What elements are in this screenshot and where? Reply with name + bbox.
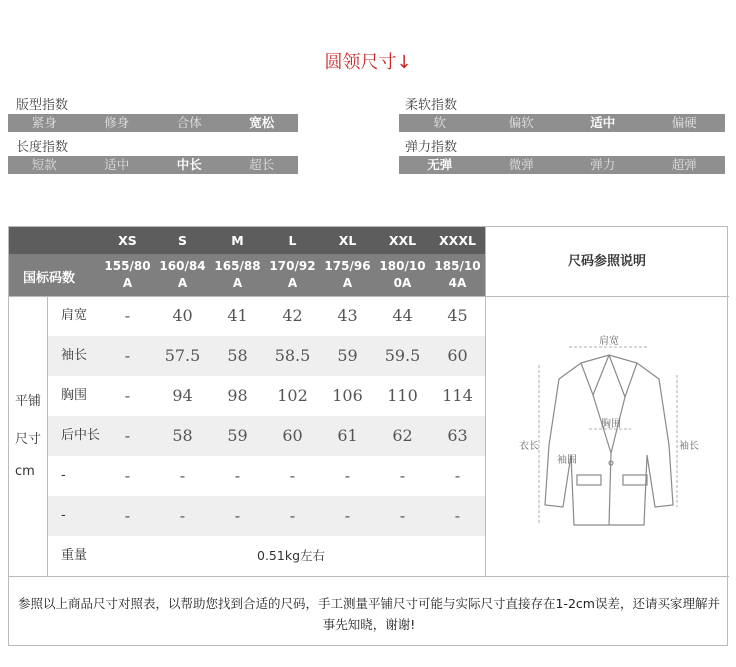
table-cell: - [344, 506, 351, 525]
size-header-l: L [288, 233, 297, 248]
table-cell: 58 [172, 426, 193, 445]
table-cell: 44 [392, 306, 413, 325]
table-row [47, 296, 485, 336]
table-cell: 59 [337, 346, 358, 365]
row-name: 胸围 [61, 388, 88, 403]
size-note: 参照以上商品尺寸对照表，以帮助您找到合适的尺码，手工测量平铺尺寸可能与实际尺寸直接存在1-2cm误差，还请买家理解并事先知晓，谢谢! [18, 596, 720, 632]
diagram-label-length: 衣长 [519, 441, 539, 452]
fit-index-bar [8, 114, 298, 132]
fit-option-3: 宽松 [249, 115, 275, 130]
diagram-label-waist: 袖围 [557, 455, 577, 466]
table-cell: 57.5 [164, 346, 201, 365]
table-cell: - [399, 466, 406, 485]
table-cell: - [124, 306, 131, 325]
standard-cell: 175/96 A [324, 259, 371, 290]
weight-row [47, 536, 485, 576]
table-cell: 62 [392, 426, 413, 445]
table-cell: 40 [172, 306, 193, 325]
table-cell: 42 [282, 306, 303, 325]
elasticity-option-2: 弹力 [590, 157, 616, 172]
table-cell: 60 [447, 346, 468, 365]
row-name: 袖长 [61, 348, 88, 363]
weight-value: 0.51kg左右 [257, 548, 326, 563]
table-cell: 59 [227, 426, 248, 445]
elasticity-index-label: 弹力指数 [405, 140, 458, 155]
size-table [8, 226, 728, 646]
table-cell: - [399, 506, 406, 525]
table-cell: 58 [227, 346, 248, 365]
table-cell: 61 [337, 426, 358, 445]
elasticity-option-3: 超弹 [671, 157, 697, 172]
table-cell: 45 [447, 306, 468, 325]
size-header-xxl: XXL [388, 233, 417, 248]
standard-cell: 160/84 A [159, 259, 206, 290]
elasticity-index-bar [399, 156, 725, 174]
fit-option-2: 合体 [176, 115, 202, 130]
row-name: - [61, 468, 66, 483]
elasticity-option-1: 微弹 [508, 157, 534, 172]
length-index-label: 长度指数 [16, 140, 69, 155]
standard-header-row [9, 254, 485, 296]
elasticity-option-0: 无弹 [427, 157, 453, 172]
diagram-label-sleeve: 袖长 [679, 441, 699, 452]
side-label: 平铺 尺寸 cm [9, 296, 47, 576]
table-row [47, 496, 485, 536]
standard-cell: 170/92 A [269, 259, 316, 290]
table-cell: - [289, 466, 296, 485]
standard-cell: 180/10 0A [379, 259, 426, 290]
table-cell: 60 [282, 426, 303, 445]
size-header-m: M [231, 233, 244, 248]
row-name: 后中长 [61, 428, 101, 443]
softness-option-0: 软 [433, 115, 446, 130]
table-cell: 41 [227, 306, 248, 325]
softness-option-3: 偏硬 [671, 115, 697, 130]
table-row [47, 456, 485, 496]
table-cell: 102 [277, 386, 308, 405]
length-option-0: 短款 [31, 157, 57, 172]
table-cell: 43 [337, 306, 358, 325]
row-name: - [61, 508, 66, 523]
fit-index-label: 版型指数 [16, 98, 69, 113]
table-row [47, 336, 485, 376]
standard-cell: 165/88 A [214, 259, 261, 290]
fit-option-1: 修身 [104, 115, 130, 130]
table-cell: 63 [447, 426, 468, 445]
length-option-2: 中长 [176, 157, 202, 172]
table-cell: - [454, 506, 461, 525]
standard-cell: 155/80 A [104, 259, 151, 290]
weight-label: 重量 [61, 548, 88, 563]
table-cell: 58.5 [274, 346, 311, 365]
length-index-bar [8, 156, 298, 174]
table-cell: - [124, 386, 131, 405]
table-cell: - [234, 506, 241, 525]
size-header-row [9, 227, 485, 254]
reference-title: 尺码参照说明 [567, 254, 646, 269]
standard-cell: 185/10 4A [434, 259, 481, 290]
softness-option-1: 偏软 [508, 115, 534, 130]
table-cell: - [124, 426, 131, 445]
table-cell: - [179, 466, 186, 485]
fit-option-0: 紧身 [31, 115, 57, 130]
softness-index-label: 柔软指数 [405, 98, 458, 113]
table-row [47, 376, 485, 416]
table-cell: - [124, 506, 131, 525]
length-option-3: 超长 [249, 157, 275, 172]
table-cell: - [179, 506, 186, 525]
table-cell: - [124, 346, 131, 365]
diagram-label-shoulder: 肩宽 [599, 336, 619, 347]
table-cell: - [234, 466, 241, 485]
row-name: 肩宽 [61, 308, 88, 323]
softness-index-bar [399, 114, 725, 132]
table-cell: - [454, 466, 461, 485]
size-header-xxxl: XXXL [439, 233, 476, 248]
page-title: 圆领尺寸↓ [324, 52, 412, 73]
table-cell: 114 [442, 386, 473, 405]
softness-option-2: 适中 [590, 115, 616, 130]
size-header-xs: XS [118, 233, 137, 248]
table-cell: 94 [172, 386, 193, 405]
standard-label: 国标码数 [23, 271, 76, 286]
size-header-s: S [177, 233, 187, 248]
table-cell: - [124, 466, 131, 485]
length-option-1: 适中 [104, 157, 130, 172]
size-header-xl: XL [338, 233, 357, 248]
table-cell: 59.5 [384, 346, 421, 365]
table-cell: 106 [332, 386, 363, 405]
table-row [47, 416, 485, 456]
table-cell: 110 [387, 386, 418, 405]
table-cell: - [289, 506, 296, 525]
jacket-diagram [519, 335, 699, 535]
table-cell: - [344, 466, 351, 485]
table-cell: 98 [227, 386, 248, 405]
diagram-label-chest: 胸围 [601, 419, 621, 430]
